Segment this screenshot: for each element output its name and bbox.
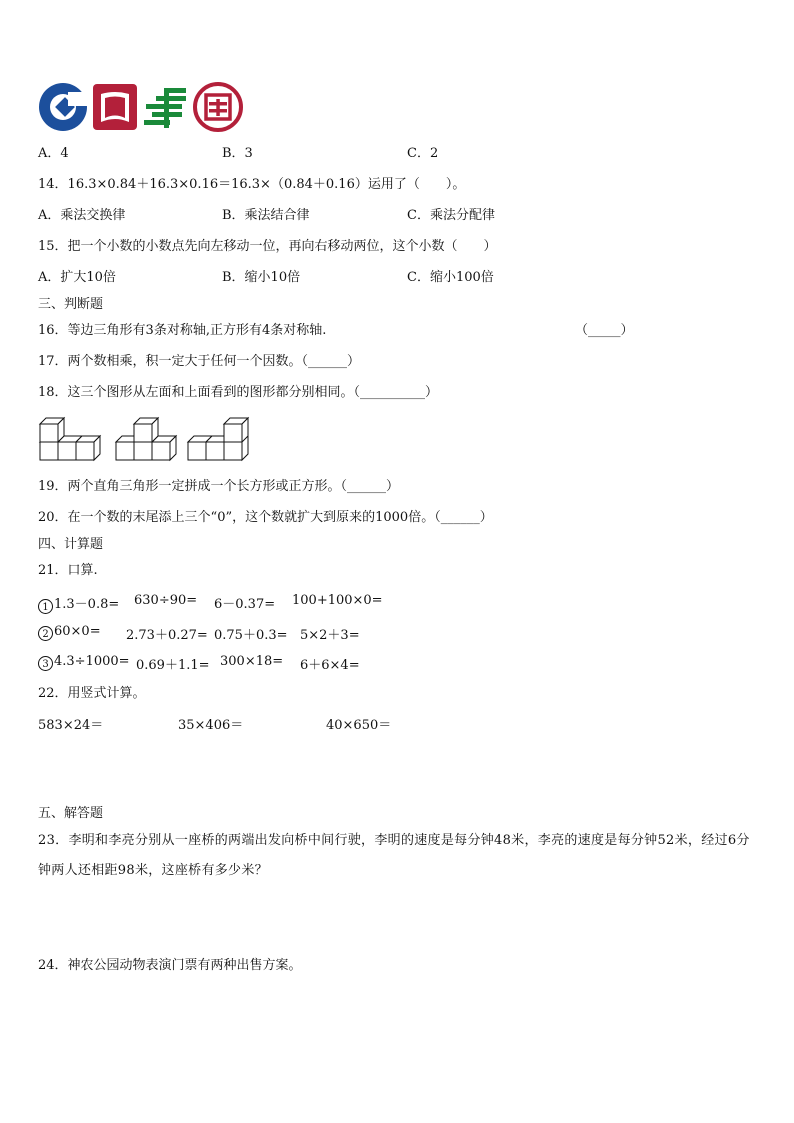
q20-text: 20．在一个数的末尾添上三个“0”，这个数就扩大到原来的1000倍。（______） [38,510,493,525]
postal-logo-icon [142,82,190,132]
section-4-heading: 四、计算题 [38,537,104,552]
q18-text: 18．这三个图形从左面和上面看到的图形都分别相同。（__________） [38,385,439,400]
circled-number: 3 [38,656,53,671]
cube-figure-1 [38,416,104,464]
ccb-logo-icon [38,82,88,132]
q22-title: 22．用竖式计算。 [38,686,146,701]
calc-item: 60×0= [54,624,101,639]
q13-option-c: C．2 [407,146,439,161]
q14-option-a: A．乘法交换律 [38,208,126,223]
icbc-logo-icon [193,82,243,132]
calc-item: 4.3÷1000= [54,654,130,669]
q15-option-a: A．扩大10倍 [38,270,116,285]
calc-item: 100+100×0= [292,593,383,608]
calc-item: 0.69＋1.1= [136,658,210,673]
q21-row-2 [38,624,758,642]
calc-item: 6＋6×4= [300,658,360,673]
q13-option-a: A．4 [38,146,69,161]
calc-item: 6－0.37= [214,597,276,612]
calc-item: 1.3－0.8= [54,597,120,612]
q16-answer-blank: （_____） [575,323,634,338]
calc-item: 0.75＋0.3= [214,628,288,643]
q21-title: 21．口算. [38,563,98,578]
q15-option-c: C．缩小100倍 [407,270,494,285]
q23-text: 23．李明和李亮分别从一座桥的两端出发向桥中间行驶，李明的速度是每分钟48米，李亮的速度是每分钟52米，经过6分钟两人还相距98米，这座桥有多少米？ [38,833,750,878]
cube-figure-2 [114,416,180,464]
q21-row-3 [38,654,758,672]
calc-item: 300×18= [220,654,284,669]
q21-row-1 [38,593,758,611]
q22-item-2: 35×406＝ [178,718,244,733]
section-3-heading: 三、判断题 [38,297,104,312]
q19-text: 19．两个直角三角形一定拼成一个长方形或正方形。（______） [38,479,400,494]
calc-item: 5×2＋3= [300,628,360,643]
q14-option-c: C．乘法分配律 [407,208,495,223]
q14-text: 14．16.3×0.84＋16.3×0.16＝16.3×（0.84＋0.16）运用了（ ）。 [38,177,466,192]
circled-number: 1 [38,599,53,614]
cube-figures [38,416,268,464]
section-5-heading: 五、解答题 [38,806,104,821]
q16-text: 16．等边三角形有3条对称轴,正方形有4条对称轴. [38,323,327,338]
q24-text: 24．神农公园动物表演门票有两种出售方案。 [38,958,302,973]
q14-option-b: B．乘法结合律 [222,208,310,223]
calc-item: 2.73＋0.27= [126,628,208,643]
q13-option-b: B．3 [222,146,253,161]
circled-number: 2 [38,626,53,641]
q22-item-3: 40×650＝ [326,718,392,733]
q15-text: 15．把一个小数的小数点先向左移动一位，再向右移动两位，这个小数（ ） [38,239,497,254]
q22-item-1: 583×24＝ [38,718,104,733]
q15-option-b: B．缩小10倍 [222,270,301,285]
q17-text: 17．两个数相乘，积一定大于任何一个因数。（______） [38,354,361,369]
cube-figure-3 [186,416,252,464]
calc-item: 630÷90= [134,593,198,608]
bank-logo-icon [93,82,137,132]
